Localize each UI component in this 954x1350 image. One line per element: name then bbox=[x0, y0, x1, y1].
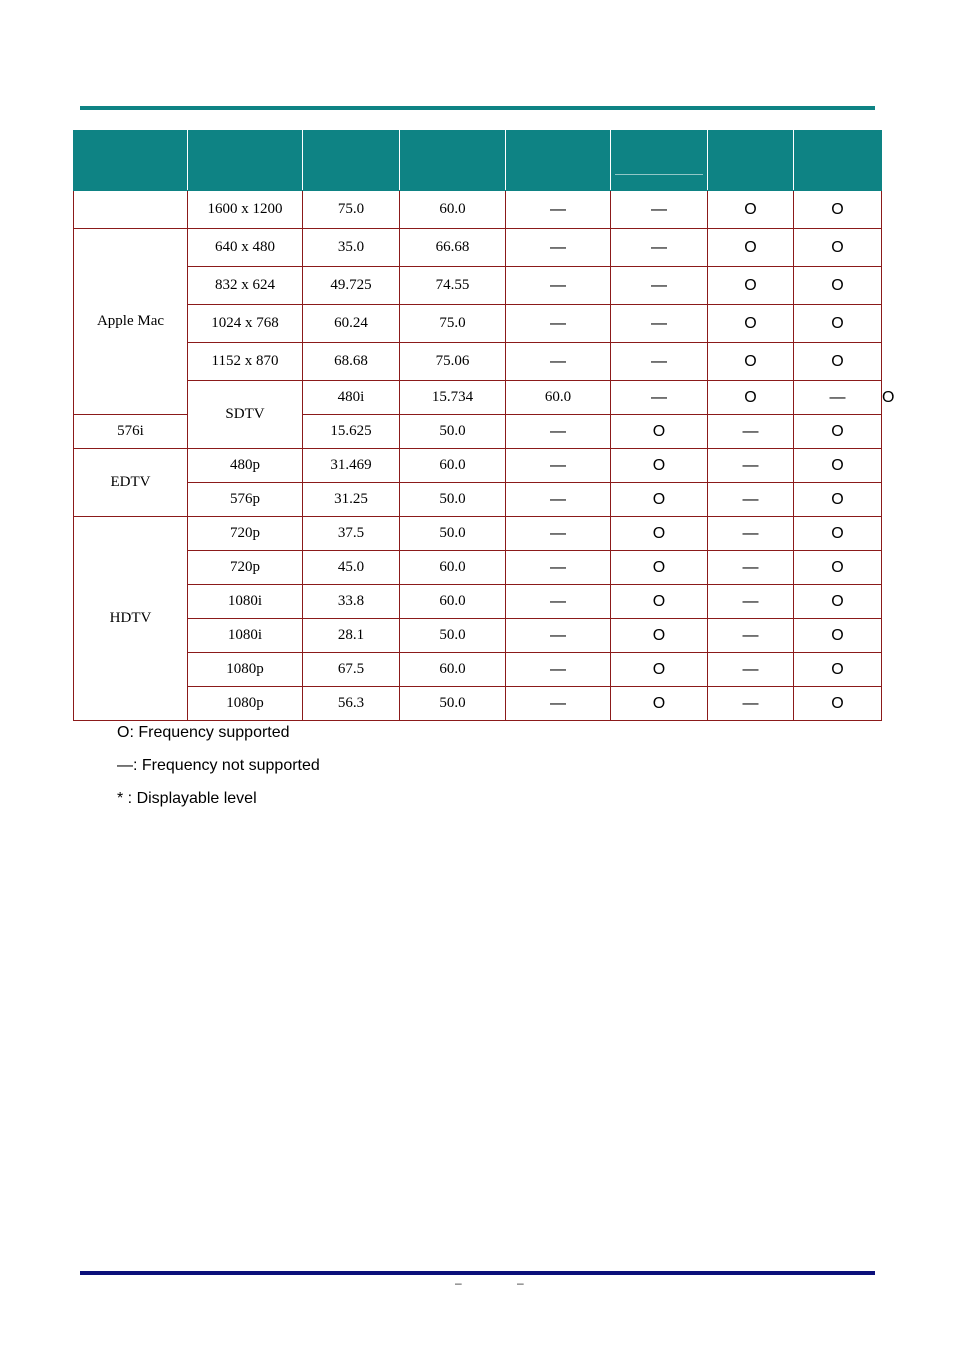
support-mark-cell: — bbox=[611, 267, 708, 305]
table-row bbox=[74, 619, 882, 653]
support-mark-cell: O bbox=[794, 619, 882, 653]
frequency-cell: 74.55 bbox=[400, 267, 506, 305]
support-mark-cell: — bbox=[708, 653, 794, 687]
frequency-cell: 35.0 bbox=[303, 229, 400, 267]
frequency-cell: 37.5 bbox=[303, 517, 400, 551]
frequency-cell: 67.5 bbox=[303, 653, 400, 687]
support-mark-cell: O bbox=[708, 267, 794, 305]
resolution-cell: 1080i bbox=[188, 619, 303, 653]
support-mark-cell: O bbox=[611, 619, 708, 653]
resolution-cell: 832 x 624 bbox=[188, 267, 303, 305]
resolution-cell: 1024 x 768 bbox=[188, 305, 303, 343]
support-mark-cell: — bbox=[611, 343, 708, 381]
frequency-cell: 49.725 bbox=[303, 267, 400, 305]
frequency-cell: 50.0 bbox=[400, 619, 506, 653]
header-cell bbox=[708, 131, 794, 191]
table-row bbox=[74, 305, 882, 343]
support-mark-cell: — bbox=[708, 517, 794, 551]
signal-group-cell: Apple Mac bbox=[74, 229, 188, 415]
support-mark-cell: — bbox=[506, 267, 611, 305]
table-row bbox=[74, 483, 882, 517]
signal-group-cell bbox=[74, 191, 188, 229]
legend-not-supported: —: Frequency not supported bbox=[117, 757, 320, 774]
table-row bbox=[74, 191, 882, 229]
support-mark-cell: — bbox=[506, 653, 611, 687]
frequency-cell: 50.0 bbox=[400, 517, 506, 551]
support-mark-cell: — bbox=[708, 415, 794, 449]
resolution-cell: 1152 x 870 bbox=[188, 343, 303, 381]
support-mark-cell: O bbox=[708, 305, 794, 343]
support-mark-cell: — bbox=[506, 191, 611, 229]
frequency-cell: 45.0 bbox=[303, 551, 400, 585]
header-cell bbox=[74, 131, 188, 191]
table-row bbox=[74, 687, 882, 721]
support-mark-cell: O bbox=[708, 229, 794, 267]
resolution-cell: 1080p bbox=[188, 653, 303, 687]
support-mark-cell: O bbox=[794, 191, 882, 229]
table-row bbox=[74, 551, 882, 585]
support-mark-cell: O bbox=[794, 585, 882, 619]
header-cell bbox=[794, 131, 882, 191]
resolution-cell: 576i bbox=[74, 415, 188, 449]
frequency-cell: 68.68 bbox=[303, 343, 400, 381]
support-mark-cell: O bbox=[794, 343, 882, 381]
legend-supported: O: Frequency supported bbox=[117, 724, 290, 741]
support-mark-cell: O bbox=[794, 653, 882, 687]
support-mark-cell: — bbox=[506, 483, 611, 517]
frequency-cell: 75.06 bbox=[400, 343, 506, 381]
table-row bbox=[74, 585, 882, 619]
signal-timing-table bbox=[73, 130, 895, 721]
support-mark-cell: O bbox=[708, 381, 794, 415]
resolution-cell: 1080i bbox=[188, 585, 303, 619]
frequency-cell: 60.0 bbox=[400, 551, 506, 585]
support-mark-cell: — bbox=[708, 585, 794, 619]
support-mark-cell: O bbox=[611, 517, 708, 551]
support-mark-cell: O bbox=[611, 483, 708, 517]
page-number-marks: – – bbox=[455, 1276, 550, 1290]
support-mark-cell: — bbox=[506, 687, 611, 721]
header-cell bbox=[303, 131, 400, 191]
table-row bbox=[74, 343, 882, 381]
support-mark-cell: O bbox=[708, 343, 794, 381]
header-cell bbox=[506, 131, 611, 191]
support-mark-cell: — bbox=[611, 305, 708, 343]
resolution-cell: 720p bbox=[188, 517, 303, 551]
support-mark-cell: — bbox=[708, 619, 794, 653]
support-mark-cell: O bbox=[794, 267, 882, 305]
support-mark-cell: — bbox=[506, 619, 611, 653]
frequency-cell: 56.3 bbox=[303, 687, 400, 721]
support-mark-cell: — bbox=[611, 191, 708, 229]
support-mark-cell: — bbox=[506, 449, 611, 483]
support-mark-cell: O bbox=[611, 415, 708, 449]
frequency-cell: 75.0 bbox=[400, 305, 506, 343]
support-mark-cell: O bbox=[794, 305, 882, 343]
table-row bbox=[74, 653, 882, 687]
support-mark-cell: O bbox=[794, 551, 882, 585]
support-mark-cell: O bbox=[611, 585, 708, 619]
frequency-cell: 60.0 bbox=[400, 449, 506, 483]
support-mark-cell: O bbox=[611, 551, 708, 585]
frequency-cell: 60.24 bbox=[303, 305, 400, 343]
support-mark-cell: O bbox=[611, 449, 708, 483]
table-row bbox=[74, 229, 882, 267]
support-mark-cell: O bbox=[611, 687, 708, 721]
frequency-cell: 28.1 bbox=[303, 619, 400, 653]
support-mark-cell: O bbox=[794, 687, 882, 721]
resolution-cell: 640 x 480 bbox=[188, 229, 303, 267]
support-mark-cell: — bbox=[708, 449, 794, 483]
support-mark-cell: — bbox=[506, 585, 611, 619]
signal-group-cell: HDTV bbox=[74, 517, 188, 721]
table-row bbox=[74, 267, 882, 305]
frequency-cell: 31.25 bbox=[303, 483, 400, 517]
header-cell bbox=[188, 131, 303, 191]
table-row: SDTV 480i 15.734 60.0 — O — O bbox=[74, 381, 882, 415]
resolution-cell: 480p bbox=[188, 449, 303, 483]
frequency-cell: 60.0 bbox=[400, 191, 506, 229]
support-mark-cell: O bbox=[708, 191, 794, 229]
frequency-cell: 60.0 bbox=[400, 653, 506, 687]
support-mark-cell: — bbox=[506, 517, 611, 551]
frequency-cell: 50.0 bbox=[400, 687, 506, 721]
support-mark-cell: O bbox=[794, 449, 882, 483]
frequency-cell: 50.0 bbox=[400, 483, 506, 517]
header-cell bbox=[611, 131, 708, 191]
resolution-cell: 1080p bbox=[188, 687, 303, 721]
legend-displayable: * : Displayable level bbox=[117, 790, 257, 807]
table-row bbox=[74, 517, 882, 551]
table-row bbox=[74, 449, 882, 483]
frequency-cell: 15.625 bbox=[303, 415, 400, 449]
resolution-cell: 576p bbox=[188, 483, 303, 517]
resolution-cell: 1600 x 1200 bbox=[188, 191, 303, 229]
frequency-cell: 60.0 bbox=[400, 585, 506, 619]
support-mark-cell: O bbox=[794, 415, 882, 449]
support-mark-cell: — bbox=[611, 229, 708, 267]
support-mark-cell: — bbox=[506, 305, 611, 343]
support-mark-cell: — bbox=[506, 415, 611, 449]
frequency-cell: 75.0 bbox=[303, 191, 400, 229]
table-body bbox=[74, 191, 895, 721]
frequency-cell: 33.8 bbox=[303, 585, 400, 619]
frequency-cell: 60.0 bbox=[506, 381, 611, 415]
support-mark-cell: — bbox=[506, 551, 611, 585]
bottom-rule bbox=[80, 1271, 875, 1275]
support-mark-cell: — bbox=[708, 483, 794, 517]
support-mark-cell: O bbox=[794, 483, 882, 517]
support-mark-cell: O bbox=[611, 653, 708, 687]
signal-group-cell: EDTV bbox=[74, 449, 188, 517]
frequency-cell: 50.0 bbox=[400, 415, 506, 449]
header-divider bbox=[615, 174, 703, 175]
header-cell bbox=[400, 131, 506, 191]
frequency-cell: 66.68 bbox=[400, 229, 506, 267]
support-mark-cell: — bbox=[794, 381, 882, 415]
support-mark-cell: O bbox=[794, 229, 882, 267]
resolution-cell: 720p bbox=[188, 551, 303, 585]
frequency-cell: 31.469 bbox=[303, 449, 400, 483]
signal-group-cell: SDTV bbox=[188, 381, 303, 449]
table-header-row bbox=[74, 131, 882, 191]
support-mark-cell: — bbox=[708, 687, 794, 721]
resolution-cell: 480i bbox=[303, 381, 400, 415]
top-rule bbox=[80, 106, 875, 110]
support-mark-cell: — bbox=[506, 343, 611, 381]
support-mark-cell: — bbox=[708, 551, 794, 585]
support-mark-cell: — bbox=[506, 229, 611, 267]
support-mark-cell: O bbox=[794, 517, 882, 551]
support-mark-cell: — bbox=[611, 381, 708, 415]
frequency-cell: 15.734 bbox=[400, 381, 506, 415]
